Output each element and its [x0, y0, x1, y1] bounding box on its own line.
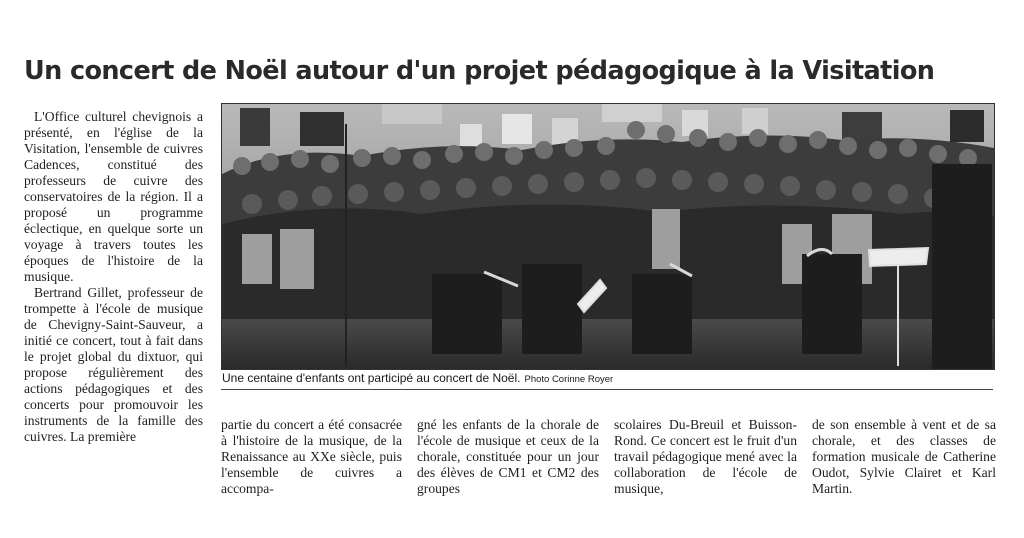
concert-photo	[221, 103, 995, 370]
photo-caption	[222, 371, 993, 385]
article-column-3	[417, 417, 599, 497]
choir-photo-illustration	[222, 104, 994, 369]
article-headline: Un concert de Noël autour d'un projet pédagogique à la Visitation	[24, 56, 935, 86]
article-column-4	[614, 417, 797, 497]
lead-paragraph-1: L'Office culturel chevignois a présenté, en l'église de la Visitation, l'ensemble de cuivres Cadences, constitué des professeurs de cuivre des conservatoires de la région. Il a proposé un programme éclectique, en quelque sorte un voyage à travers toutes les époques de l'histoire de la musique.	[24, 109, 203, 284]
caption-text: Une centaine d'enfants ont participé au concert de Noël.	[222, 371, 521, 385]
photo-credit: Photo Corinne Royer	[524, 374, 614, 385]
caption-rule	[221, 389, 993, 390]
column-4-text: scolaires Du-Breuil et Buisson-Rond. Ce concert est le fruit d'un travail pédagogique mené avec la collaboration de l'école de musique,	[614, 417, 797, 496]
column-2-text: partie du concert a été consacrée à l'histoire de la musique, de la Renaissance au XXe siècle, puis l'ensemble de cuivres a accompa-	[221, 417, 402, 496]
article-column-5	[812, 417, 996, 497]
article-lead-column	[24, 109, 203, 445]
column-5-text: de son ensemble à vent et de sa chorale, et des classes de formation musicale de Catherine Oudot, Sylvie Clairet et Karl Martin.	[812, 417, 996, 496]
lead-paragraph-2: Bertrand Gillet, professeur de trompette à l'école de musique de Chevigny-Saint-Sauveur, a initié ce concert, tout à fait dans le projet global du dixtuor, qui propose régulièrement des actions pédagogiques et des concerts pour promouvoir les instruments de la famille des cuivres. La première	[24, 285, 203, 444]
column-3-text: gné les enfants de la chorale de l'école de musique et ceux de la chorale, constituée pour un jour des élèves de CM1 et CM2 des groupes	[417, 417, 599, 496]
article-column-2	[221, 417, 402, 497]
